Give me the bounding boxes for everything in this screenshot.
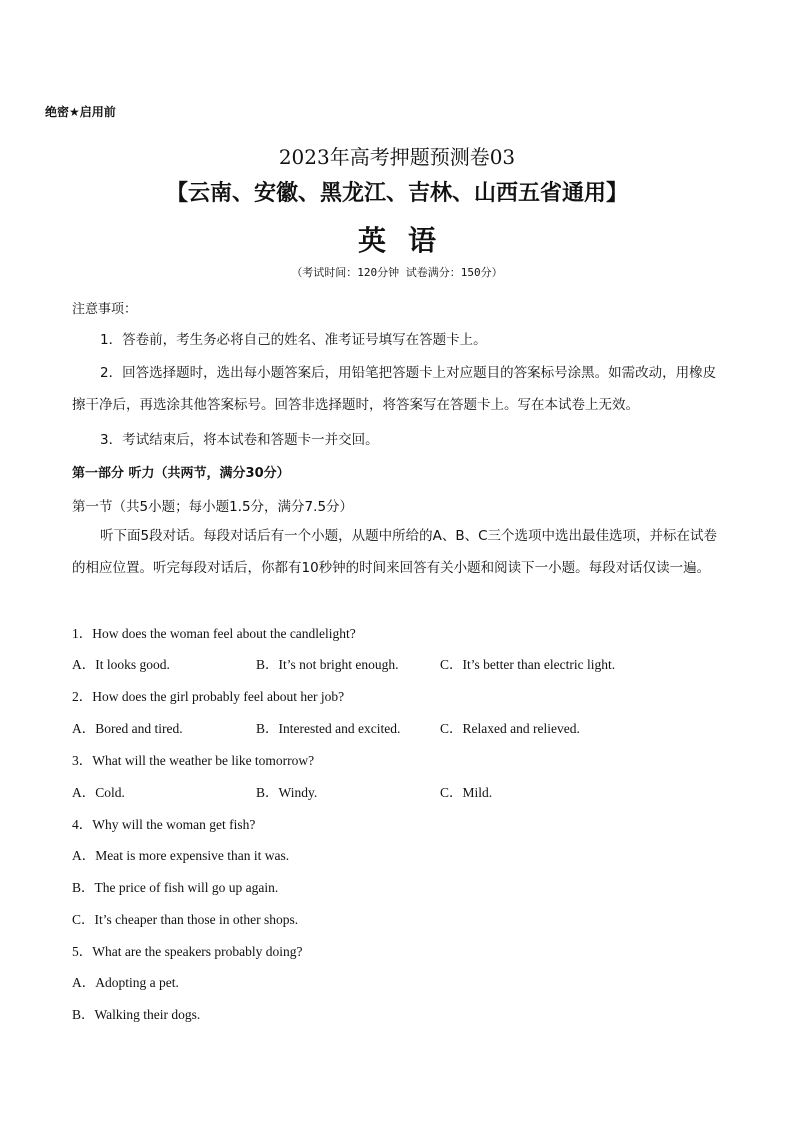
question-4-option-b: B．The price of fish will go up again. — [72, 880, 279, 895]
section1-heading: 第一节（共5小题；每小题1.5分，满分7.5分） — [72, 499, 354, 515]
question-2-option-c: C．Relaxed and relieved. — [440, 721, 580, 736]
notes-heading: 注意事项： — [72, 302, 138, 317]
question-5-option-a: A．Adopting a pet. — [72, 975, 179, 990]
question-2-option-a: A．Bored and tired. — [72, 721, 183, 736]
question-3-option-b: B．Windy. — [256, 785, 318, 800]
subject-title: 英语 — [357, 224, 458, 257]
confidential-label: 绝密★启用前 — [45, 105, 116, 119]
part1-heading: 第一部分 听力（共两节，满分30分） — [72, 466, 290, 481]
question-2-stem: 2．How does the girl probably feel about her job? — [72, 689, 345, 704]
question-3-option-c: C．Mild. — [440, 785, 493, 800]
exam-title: 2023年高考押题预测卷03 — [278, 145, 516, 169]
question-4-stem: 4．Why will the woman get fish? — [72, 817, 256, 832]
question-2-option-b: B．Interested and excited. — [256, 721, 401, 736]
question-3-option-a: A．Cold. — [72, 785, 125, 800]
question-3-stem: 3．What will the weather be like tomorrow? — [72, 753, 315, 768]
question-4-option-c: C．It’s cheaper than those in other shops. — [72, 912, 299, 927]
note-item-1: 1．答卷前，考生务必将自己的姓名、准考证号填写在答题卡上。 — [100, 332, 487, 348]
question-5-stem: 5．What are the speakers probably doing? — [72, 944, 303, 959]
question-1-stem: 1．How does the woman feel about the candlelight? — [72, 626, 356, 641]
note-item-2: 2．回答选择题时，选出每小题答案后，用铅笔把答题卡上对应题目的答案标号涂黑。如需改动，用橡皮擦干净后，再选涂其他答案标号。回答非选择题时，将答案写在答题卡上。写在本试卷上无效。 — [72, 365, 717, 413]
question-1-option-a: A．It looks good. — [72, 657, 170, 672]
listening-instructions: 听下面5段对话。每段对话后有一个小题，从题中所给的A、B、C三个选项中选出最佳选项，并标在试卷的相应位置。听完每段对话后，你都有10秒钟的时间来回答有关小题和阅读下一小题。每段对话仅读一遍。 — [72, 528, 718, 576]
question-5-option-b: B．Walking their dogs. — [72, 1007, 201, 1022]
note-item-3: 3．考试结束后，将本试卷和答题卡一并交回。 — [100, 432, 379, 448]
exam-regions: 【云南、安徽、黑龙江、吉林、山西五省通用】 — [165, 181, 628, 206]
question-1-option-c: C．It’s better than electric light. — [440, 657, 616, 672]
question-4-option-a: A．Meat is more expensive than it was. — [72, 848, 290, 863]
question-1-option-b: B．It’s not bright enough. — [256, 657, 399, 672]
exam-info: （考试时间：120分钟 试卷满分：150分） — [291, 266, 503, 279]
